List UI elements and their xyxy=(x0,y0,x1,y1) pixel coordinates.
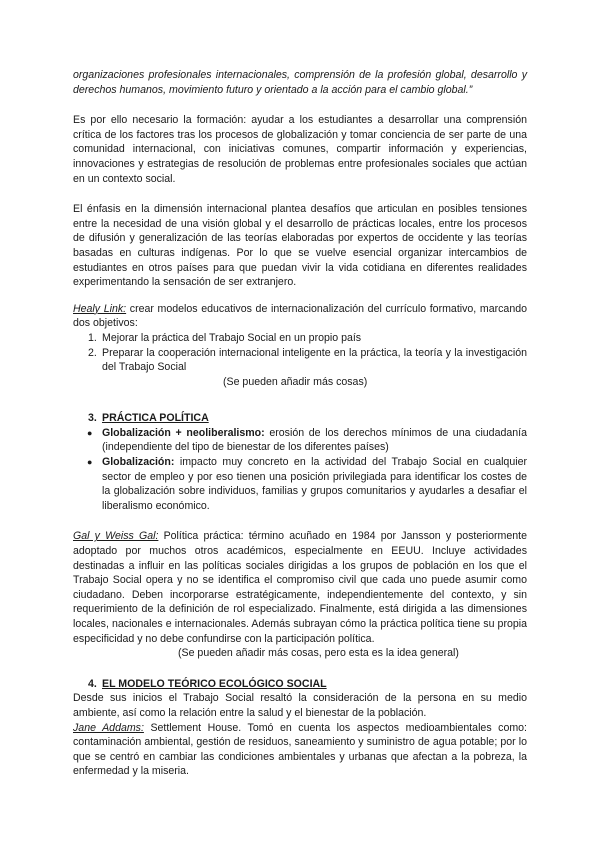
list-number: 1. xyxy=(88,331,97,344)
list-item xyxy=(73,455,527,513)
document-page xyxy=(73,68,527,779)
healy-author: Healy Link: xyxy=(73,302,127,315)
jane-text: Settlement House. Tomó en cuenta los aspectos medioambientales como: contaminación ambiental, gestión de residuos, saneamiento y suministro de agua potable; por lo que se centró en cambiar las condiciones ambientales y urbanas que afectan a la pobreza, la enfermedad y la miseria. xyxy=(73,721,527,778)
list-text: Mejorar la práctica del Trabajo Social en un propio país xyxy=(102,331,362,344)
gal-note: (Se pueden añadir más cosas, pero esta es la idea general) xyxy=(178,647,459,660)
section-3-heading xyxy=(73,411,527,426)
healy-paragraph xyxy=(73,302,527,331)
list-text: Preparar la cooperación internacional inteligente en la práctica, la teoría y la investigación del Trabajo Social xyxy=(102,346,527,374)
section-3-bullets xyxy=(73,426,527,514)
section-title: EL MODELO TEÓRICO ECOLÓGICO SOCIAL xyxy=(102,677,327,690)
gal-paragraph xyxy=(73,529,527,646)
list-item xyxy=(73,346,527,375)
bullet-icon: ● xyxy=(87,457,93,468)
section-4-intro: Desde sus inicios el Trabajo Social resaltó la consideración de la persona en su medio ambiente, así como la relación entre la salud y el bienestar de la población. xyxy=(73,692,527,719)
bullet-term: Globalización + neoliberalismo: xyxy=(102,426,265,439)
list-item xyxy=(73,331,527,346)
bullet-icon: ● xyxy=(87,427,93,438)
section-4-heading xyxy=(73,677,527,692)
bullet-term: Globalización: xyxy=(102,456,175,469)
objectives-list xyxy=(73,331,527,375)
jane-author: Jane Addams: xyxy=(73,721,144,734)
list-item xyxy=(73,426,527,455)
list-number: 2. xyxy=(88,346,97,359)
paragraph-formacion: Es por ello necesario la formación: ayudar a los estudiantes a desarrollar una comprensión crítica de los factores tras los procesos de globalización y tomar conciencia de ser parte de una comunidad internacional, con iniciativas comunes, compartir información y experiencias, innovaciones y estrategias de resolución de problemas entre profesionales sociales que actúan en un contexto social. xyxy=(73,114,527,185)
paragraph-enfasis: El énfasis en la dimensión internacional plantea desafíos que articulan en posibles tensiones entre la necesidad de una visión global y el desarrollo de prácticas locales, entre los procesos de difusión y generalización de las teorías elaboradas por expertos de occidente y las teorías basadas en culturas indígenas. Por lo que se vuelve esencial organizar intercambios de estudiantes en otros países para que puedan vivir la vida cotidiana en diferentes realidades experimentando la sensación de ser extranjero. xyxy=(73,203,527,289)
section-number: 4. xyxy=(88,677,97,690)
section-title: PRÁCTICA POLÍTICA xyxy=(102,412,209,425)
jane-paragraph xyxy=(73,721,527,779)
quote-ending: organizaciones profesionales internacionales, comprensión de la profesión global, desarrollo y derechos humanos, movimiento futuro y orientado a la acción para el cambio global.” xyxy=(73,69,527,96)
gal-text: Política práctica: término acuñado en 1984 por Jansson y posteriormente adoptado por muchos otros académicos, especialmente en EEUU. Incluye actividades destinadas a influir en las políticas sociales dirigidas a los grupos de población en los que el Trabajo Social opera y no se identifica el compromiso civil que cada uno puede asumir como ciudadano. Deben incorporarse estratégicamente, independientemente del contexto, y sin requerimiento de la definición de rol especializado. Finalmente, está dirigida a las dimensiones locales, nacionales e internacionales. Además subrayan cómo la práctica política tiene su propia especificidad y no debe confundirse con la participación política. xyxy=(73,530,527,645)
gal-author: Gal y Weiss Gal: xyxy=(73,530,159,543)
section-number: 3. xyxy=(88,412,97,425)
bullet-text: impacto muy concreto en la actividad del Trabajo Social en cualquier sector de empleo y por eso tienen una posición privilegiada para identificar los costes de la globalización sobre individuos, familias y grupos comunitarios y ayudarles a desafiar el liberalismo económico. xyxy=(102,456,527,512)
healy-note: (Se pueden añadir más cosas) xyxy=(223,375,368,388)
healy-text: crear modelos educativos de internacionalización del currículo formativo, marcando dos objetivos: xyxy=(73,302,528,330)
bullet-text: erosión de los derechos mínimos de una ciudadanía (independiente del tipo de bienestar de los diferentes países) xyxy=(102,426,527,454)
